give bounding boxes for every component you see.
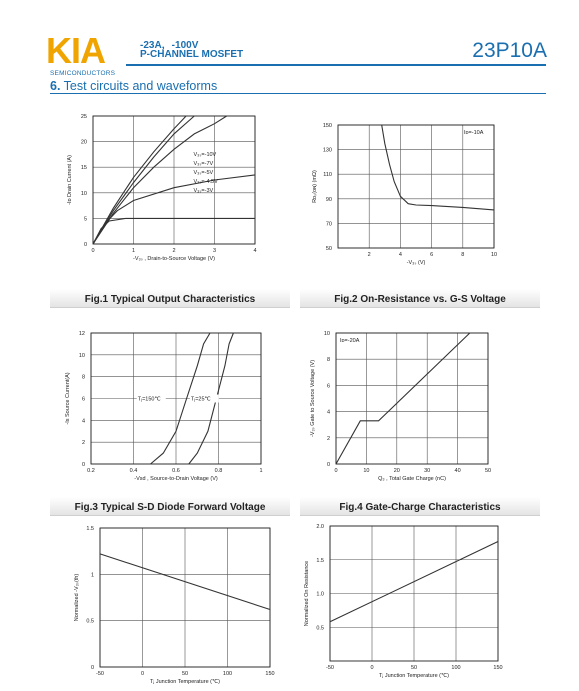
y-tick-label: 90 — [325, 196, 332, 203]
y-tick-label: 8 — [81, 374, 85, 381]
x-tick-label: -50 — [96, 671, 104, 677]
x-tick-label: 0.8 — [214, 468, 223, 474]
chart-fig1-output-characteristics — [55, 108, 270, 268]
x-axis-label: -V₃ₛ (V) — [406, 260, 426, 266]
y-tick-label: 10 — [323, 331, 330, 337]
x-axis-label: Q₃ , Total Gate Charge (nC) — [378, 476, 446, 482]
x-tick-label: 1 — [131, 248, 136, 254]
caption-fig1: Fig.1 Typical Output Characteristics — [84, 294, 256, 305]
section-title: Test circuits and waveforms — [60, 79, 218, 93]
y-tick-label: 1.5 — [86, 526, 94, 532]
y-tick-label: 1.0 — [316, 591, 324, 598]
x-tick-label: 10 — [363, 468, 370, 474]
x-axis-label: -Vsd , Source-to-Drain Voltage (V) — [134, 476, 218, 482]
y-axis-label: -Is Source Current(A) — [65, 372, 71, 425]
x-tick-label: 0 — [91, 248, 95, 254]
series-line-2 — [93, 116, 194, 244]
y-axis-label: Rᴅₛ(ᴏɴ) (mΩ) — [312, 170, 318, 203]
x-tick-label: 50 — [181, 671, 189, 677]
series-line-1 — [336, 333, 470, 464]
header-divider — [126, 64, 546, 66]
y-tick-label: 2.0 — [316, 524, 324, 530]
x-tick-label: 3 — [212, 248, 217, 254]
y-tick-label: 0.5 — [316, 625, 324, 632]
x-tick-label: 0 — [370, 665, 374, 671]
logo-subtitle: SEMICONDUCTORS — [50, 70, 116, 77]
caption-fig3: Fig.3 Typical S-D Diode Forward Voltage — [74, 502, 266, 513]
y-axis-label: -V₃ₛ Gate to Source Voltage (V) — [310, 359, 316, 438]
curve-label: Tⱼ=150℃ — [137, 396, 161, 403]
section-heading — [50, 79, 217, 93]
annotation-label: Iᴅ=-10A — [464, 130, 484, 136]
plot-frame — [338, 125, 494, 248]
y-tick-label: 2 — [81, 440, 85, 447]
curve-label: Tⱼ=25℃ — [190, 396, 211, 403]
legend-entry: V₃ₛ=-5V — [193, 170, 214, 176]
section-divider — [50, 93, 546, 94]
x-tick-label: 50 — [484, 468, 492, 474]
x-tick-label: 100 — [451, 665, 461, 671]
caption-fig2: Fig.2 On-Resistance vs. G-S Voltage — [334, 294, 506, 305]
x-tick-label: 1 — [259, 468, 263, 474]
y-tick-label: 1 — [90, 572, 94, 579]
chart-fig5-threshold-vs-temp — [62, 522, 282, 687]
y-tick-label: 5 — [83, 216, 87, 223]
part-number: 23P10A — [472, 39, 547, 62]
x-tick-label: 0.2 — [87, 468, 95, 474]
annotation-label: Iᴅ=-20A — [340, 338, 360, 344]
x-tick-label: 0 — [334, 468, 338, 474]
section-number: 6. — [50, 79, 61, 93]
x-tick-label: 100 — [222, 671, 233, 677]
y-axis-label: Normalized On Resistance — [304, 560, 310, 627]
legend-entry: V₃ₛ=-10V — [193, 152, 217, 158]
y-axis-label: -Iᴅ Drain Current (A) — [67, 155, 73, 205]
x-tick-label: 4 — [398, 252, 402, 258]
legend-entry: V₃ₛ=-4.5V — [193, 179, 218, 185]
y-tick-label: 2 — [326, 435, 330, 442]
y-tick-label: 110 — [323, 172, 332, 179]
y-tick-label: 20 — [80, 139, 87, 146]
x-axis-label: Tⱼ Junction Temperature (℃) — [378, 673, 450, 679]
x-tick-label: 150 — [493, 665, 503, 671]
x-axis-label: -V₃ₛ , Drain-to-Source Voltage (V) — [133, 256, 215, 262]
plot-frame — [336, 333, 488, 464]
x-tick-label: 6 — [430, 252, 434, 258]
spec-type: P-CHANNEL MOSFET — [140, 49, 244, 60]
y-tick-label: 0 — [83, 242, 87, 248]
y-tick-label: 1.5 — [316, 557, 324, 564]
spec-rating: -23A，-100V — [140, 40, 199, 51]
y-tick-label: 0 — [90, 665, 94, 671]
x-tick-label: 8 — [461, 252, 465, 258]
x-tick-label: 20 — [393, 468, 400, 474]
chart-fig4-gate-charge — [300, 325, 510, 490]
x-tick-label: 2 — [367, 252, 371, 258]
x-tick-label: 0 — [140, 671, 145, 677]
x-tick-label: 4 — [253, 248, 257, 254]
y-tick-label: 150 — [322, 123, 332, 129]
x-tick-label: 150 — [265, 671, 275, 677]
y-tick-label: 10 — [78, 352, 85, 359]
x-tick-label: -50 — [326, 665, 334, 671]
x-tick-label: 40 — [454, 468, 461, 474]
y-tick-label: 0 — [81, 462, 85, 468]
y-tick-label: 0.5 — [86, 618, 94, 625]
y-tick-label: 6 — [81, 396, 85, 403]
y-tick-label: 25 — [80, 114, 87, 120]
series-line-1 — [382, 125, 494, 210]
y-tick-label: 0 — [326, 462, 330, 468]
y-tick-label: 70 — [325, 221, 332, 228]
y-tick-label: 6 — [326, 383, 330, 390]
y-tick-label: 10 — [80, 190, 87, 197]
x-tick-label: 2 — [172, 248, 176, 254]
x-tick-label: 30 — [424, 468, 431, 474]
y-tick-label: 12 — [78, 331, 85, 337]
y-tick-label: 50 — [325, 246, 332, 252]
x-tick-label: 0.4 — [129, 468, 138, 474]
x-tick-label: 50 — [410, 665, 418, 671]
legend-entry: V₃ₛ=-7V — [193, 161, 214, 167]
y-tick-label: 4 — [81, 418, 85, 425]
x-tick-label: 0.6 — [172, 468, 180, 474]
chart-fig6-onres-vs-temp — [302, 518, 512, 683]
y-tick-label: 8 — [326, 357, 330, 364]
x-tick-label: 10 — [490, 252, 498, 258]
y-tick-label: 4 — [326, 409, 330, 416]
y-axis-label: Normalized -V₃ₛ(th) — [74, 573, 80, 622]
caption-fig4: Fig.4 Gate-Charge Characteristics — [339, 502, 501, 513]
chart-fig3-diode-forward-voltage — [60, 325, 275, 490]
y-tick-label: 15 — [80, 165, 87, 172]
y-tick-label: 130 — [322, 147, 332, 154]
x-axis-label: Tⱼ Junction Temperature (℃) — [149, 679, 221, 685]
legend-entry: V₃ₛ=-3V — [193, 188, 214, 194]
chart-fig2-on-resistance — [302, 118, 507, 268]
company-logo: KIA — [46, 30, 105, 71]
